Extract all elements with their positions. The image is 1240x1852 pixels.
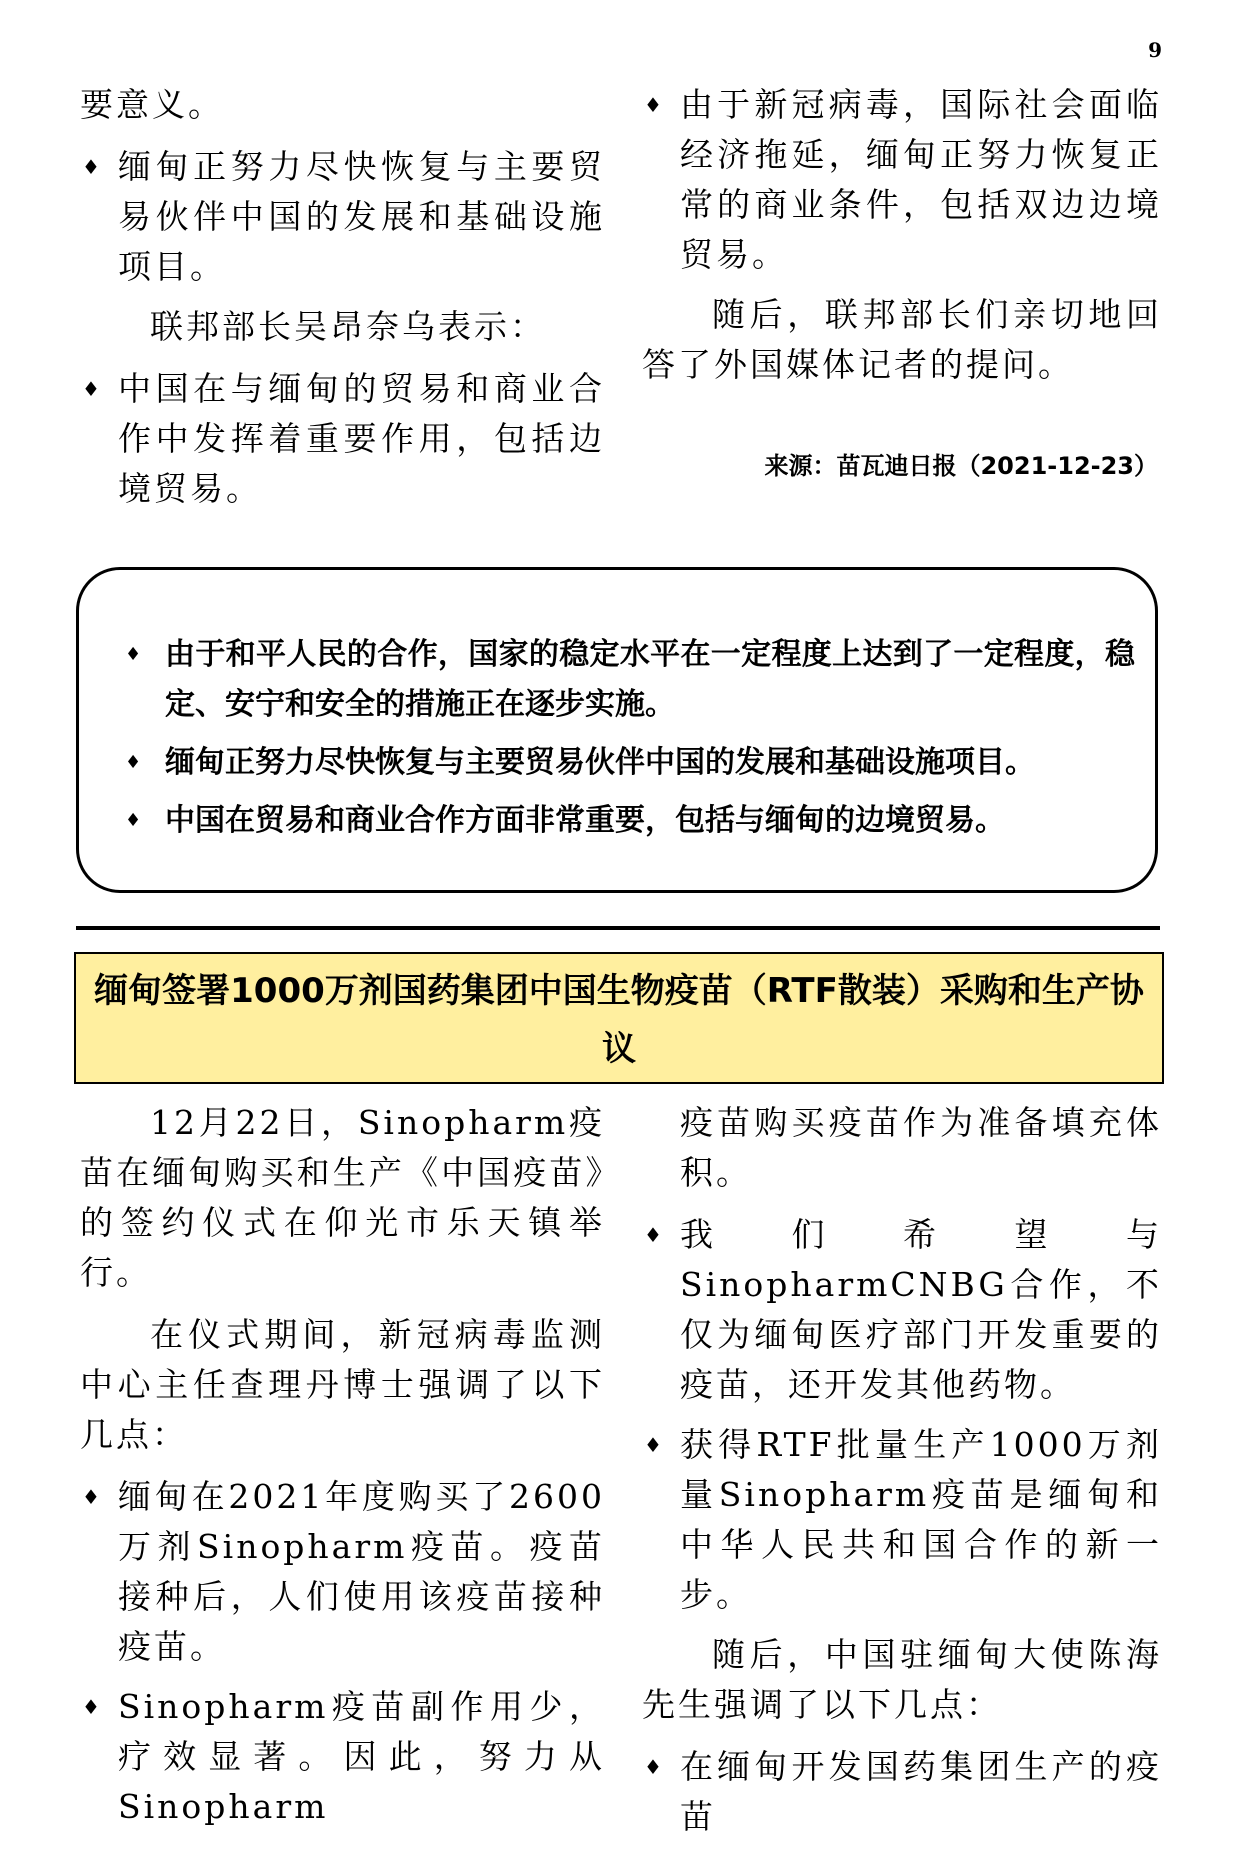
diamond-bullet-icon: ♦ xyxy=(82,1485,103,1509)
diamond-bullet-icon: ♦ xyxy=(125,752,142,773)
article-left-column xyxy=(80,1098,605,1842)
article-headline: 缅甸签署1000万剂国药集团中国生物疫苗（RTF散装）采购和生产协议 xyxy=(74,952,1164,1084)
bullet-text: 获得RTF批量生产1000万剂量Sinopharm疫苗是缅甸和中华人民共和国合作的新一步。 xyxy=(680,1425,1162,1614)
summary-text: 中国在贸易和商业合作方面非常重要，包括与缅甸的边境贸易。 xyxy=(165,803,1005,838)
bullet-item xyxy=(80,364,605,514)
left-column xyxy=(80,80,605,524)
section-divider xyxy=(76,926,1160,930)
bullet-text: Sinopharm疫苗副作用少，疗效显著。因此，努力从Sinopharm xyxy=(118,1687,605,1826)
bullet-item xyxy=(80,142,605,292)
diamond-bullet-icon: ♦ xyxy=(644,1223,665,1247)
article-right-column xyxy=(642,1098,1162,1852)
bullet-item xyxy=(642,1742,1162,1842)
paragraph: 12月22日，Sinopharm疫苗在缅甸购买和生产《中国疫苗》的签约仪式在仰光市乐天镇举行。 xyxy=(80,1103,605,1292)
diamond-bullet-icon: ♦ xyxy=(644,1755,665,1779)
summary-item xyxy=(123,738,1135,788)
bullet-item xyxy=(80,1682,605,1832)
bullet-item xyxy=(642,1210,1162,1410)
bullet-text: 我们希望与SinopharmCNBG合作，不仅为缅甸医疗部门开发重要的疫苗，还开发其他药物。 xyxy=(680,1215,1162,1404)
bullet-text: 由于新冠病毒，国际社会面临经济拖延，缅甸正努力恢复正常的商业条件，包括双边边境贸易。 xyxy=(680,85,1162,274)
bullet-item xyxy=(642,80,1162,280)
diamond-bullet-icon: ♦ xyxy=(125,644,142,665)
summary-text: 缅甸正努力尽快恢复与主要贸易伙伴中国的发展和基础设施项目。 xyxy=(165,745,1035,780)
summary-text: 由于和平人民的合作，国家的稳定水平在一定程度上达到了一定程度，稳定、安宁和安全的措施正在逐步实施。 xyxy=(165,637,1135,722)
diamond-bullet-icon: ♦ xyxy=(82,1695,103,1719)
paragraph: 在仪式期间，新冠病毒监测中心主任查理丹博士强调了以下几点： xyxy=(80,1315,605,1454)
summary-item xyxy=(123,630,1135,730)
summary-box xyxy=(76,567,1158,893)
paragraph: 随后，中国驻缅甸大使陈海先生强调了以下几点： xyxy=(642,1635,1162,1724)
diamond-bullet-icon: ♦ xyxy=(644,93,665,117)
page-number: 9 xyxy=(1148,38,1162,62)
paragraph: 随后，联邦部长们亲切地回答了外国媒体记者的提问。 xyxy=(642,295,1162,384)
diamond-bullet-icon: ♦ xyxy=(125,810,142,831)
bullet-text: 在缅甸开发国药集团生产的疫苗 xyxy=(680,1747,1162,1836)
paragraph: 联邦部长吴昂奈乌表示： xyxy=(150,307,546,346)
bullet-item xyxy=(642,1420,1162,1620)
summary-item xyxy=(123,796,1135,846)
source-citation: 来源：苗瓦迪日报（2021-12-23） xyxy=(764,452,1158,480)
diamond-bullet-icon: ♦ xyxy=(644,1433,665,1457)
diamond-bullet-icon: ♦ xyxy=(82,155,103,179)
diamond-bullet-icon: ♦ xyxy=(82,377,103,401)
continuation-text: 疫苗购买疫苗作为准备填充体积。 xyxy=(680,1103,1162,1192)
bullet-text: 中国在与缅甸的贸易和商业合作中发挥着重要作用，包括边境贸易。 xyxy=(118,369,605,508)
bullet-item xyxy=(80,1472,605,1672)
bullet-text: 缅甸在2021年度购买了2600万剂Sinopharm疫苗。疫苗接种后，人们使用该疫苗接种疫苗。 xyxy=(118,1477,605,1666)
continuation-text: 要意义。 xyxy=(80,85,224,124)
right-column xyxy=(642,80,1162,402)
bullet-text: 缅甸正努力尽快恢复与主要贸易伙伴中国的发展和基础设施项目。 xyxy=(118,147,605,286)
